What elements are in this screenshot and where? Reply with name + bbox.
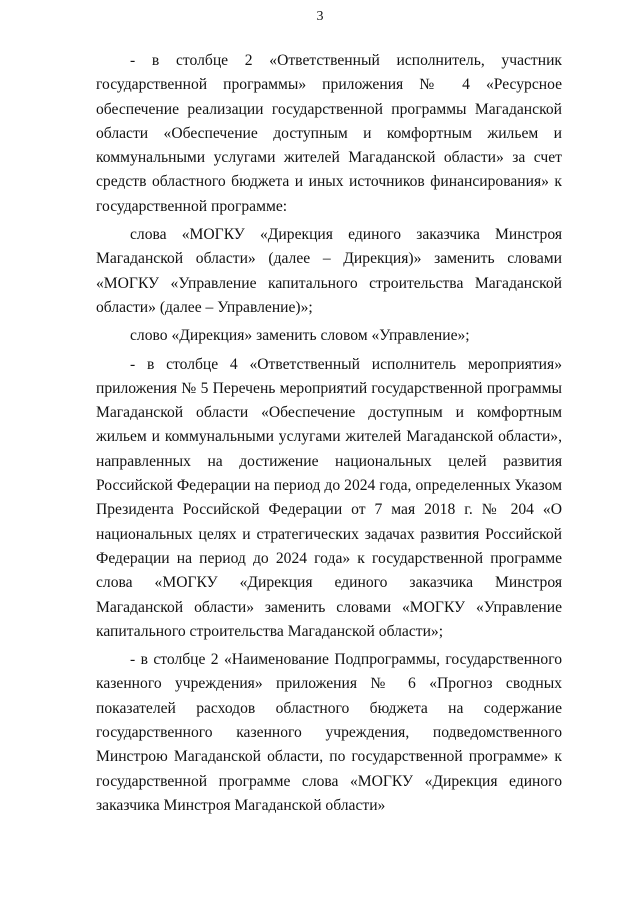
- paragraph-column-4-appendix-5: - в столбце 4 «Ответственный исполнитель мероприятия» приложения № 5 Перечень мероприятий государственной программы Магаданской области «Обеспечение доступным и комфортным жильем и коммунальными услугами жителей Магаданской области», направленных на достижение национальных целей развития Российской Федерации на период до 2024 года, определенных Указом Президента Российской Федерации от 7 мая 2018 г. № 204 «О национальных целях и стратегических задачах развития Российской Федерации на период до 2024 года» к государственной программе слова «МОГКУ «Дирекция единого заказчика Минстроя Магаданской области» заменить словами «МОГКУ «Управление капитального строительства Магаданской области»;: [96, 355, 562, 640]
- paragraph-column-2-appendix-4: - в столбце 2 «Ответственный исполнитель, участник государственной программы» приложения № 4 «Ресурсное обеспечение реализации государственной программы Магаданской области «Обеспечение доступным и комфортным жильем и коммунальными услугами жителей Магаданской области» за счет средств областного бюджета и иных источников финансирования» к государственной программе:: [96, 52, 562, 215]
- page-number: 3: [316, 9, 324, 24]
- paragraph-column-2-appendix-6: - в столбце 2 «Наименование Подпрограммы, государственного казенного учреждения» приложения № 6 «Прогноз сводных показателей расходов областного бюджета на содержание государственного казенного учреждения, подведомственного Минстрою Магаданской области, по государственной программе» к государственной программе слова «МОГКУ «Дирекция единого заказчика Минстроя Магаданской области»: [96, 651, 562, 814]
- paragraph-replace-word: слово «Дирекция» заменить словом «Управление»;: [130, 327, 470, 345]
- paragraph-replace-words: слова «МОГКУ «Дирекция единого заказчика Минстроя Магаданской области» (далее – Дирекция)» заменить словами «МОГКУ «Управление капитального строительства Магаданской области» (далее – Управление)»;: [96, 226, 562, 316]
- document-body: [96, 49, 562, 822]
